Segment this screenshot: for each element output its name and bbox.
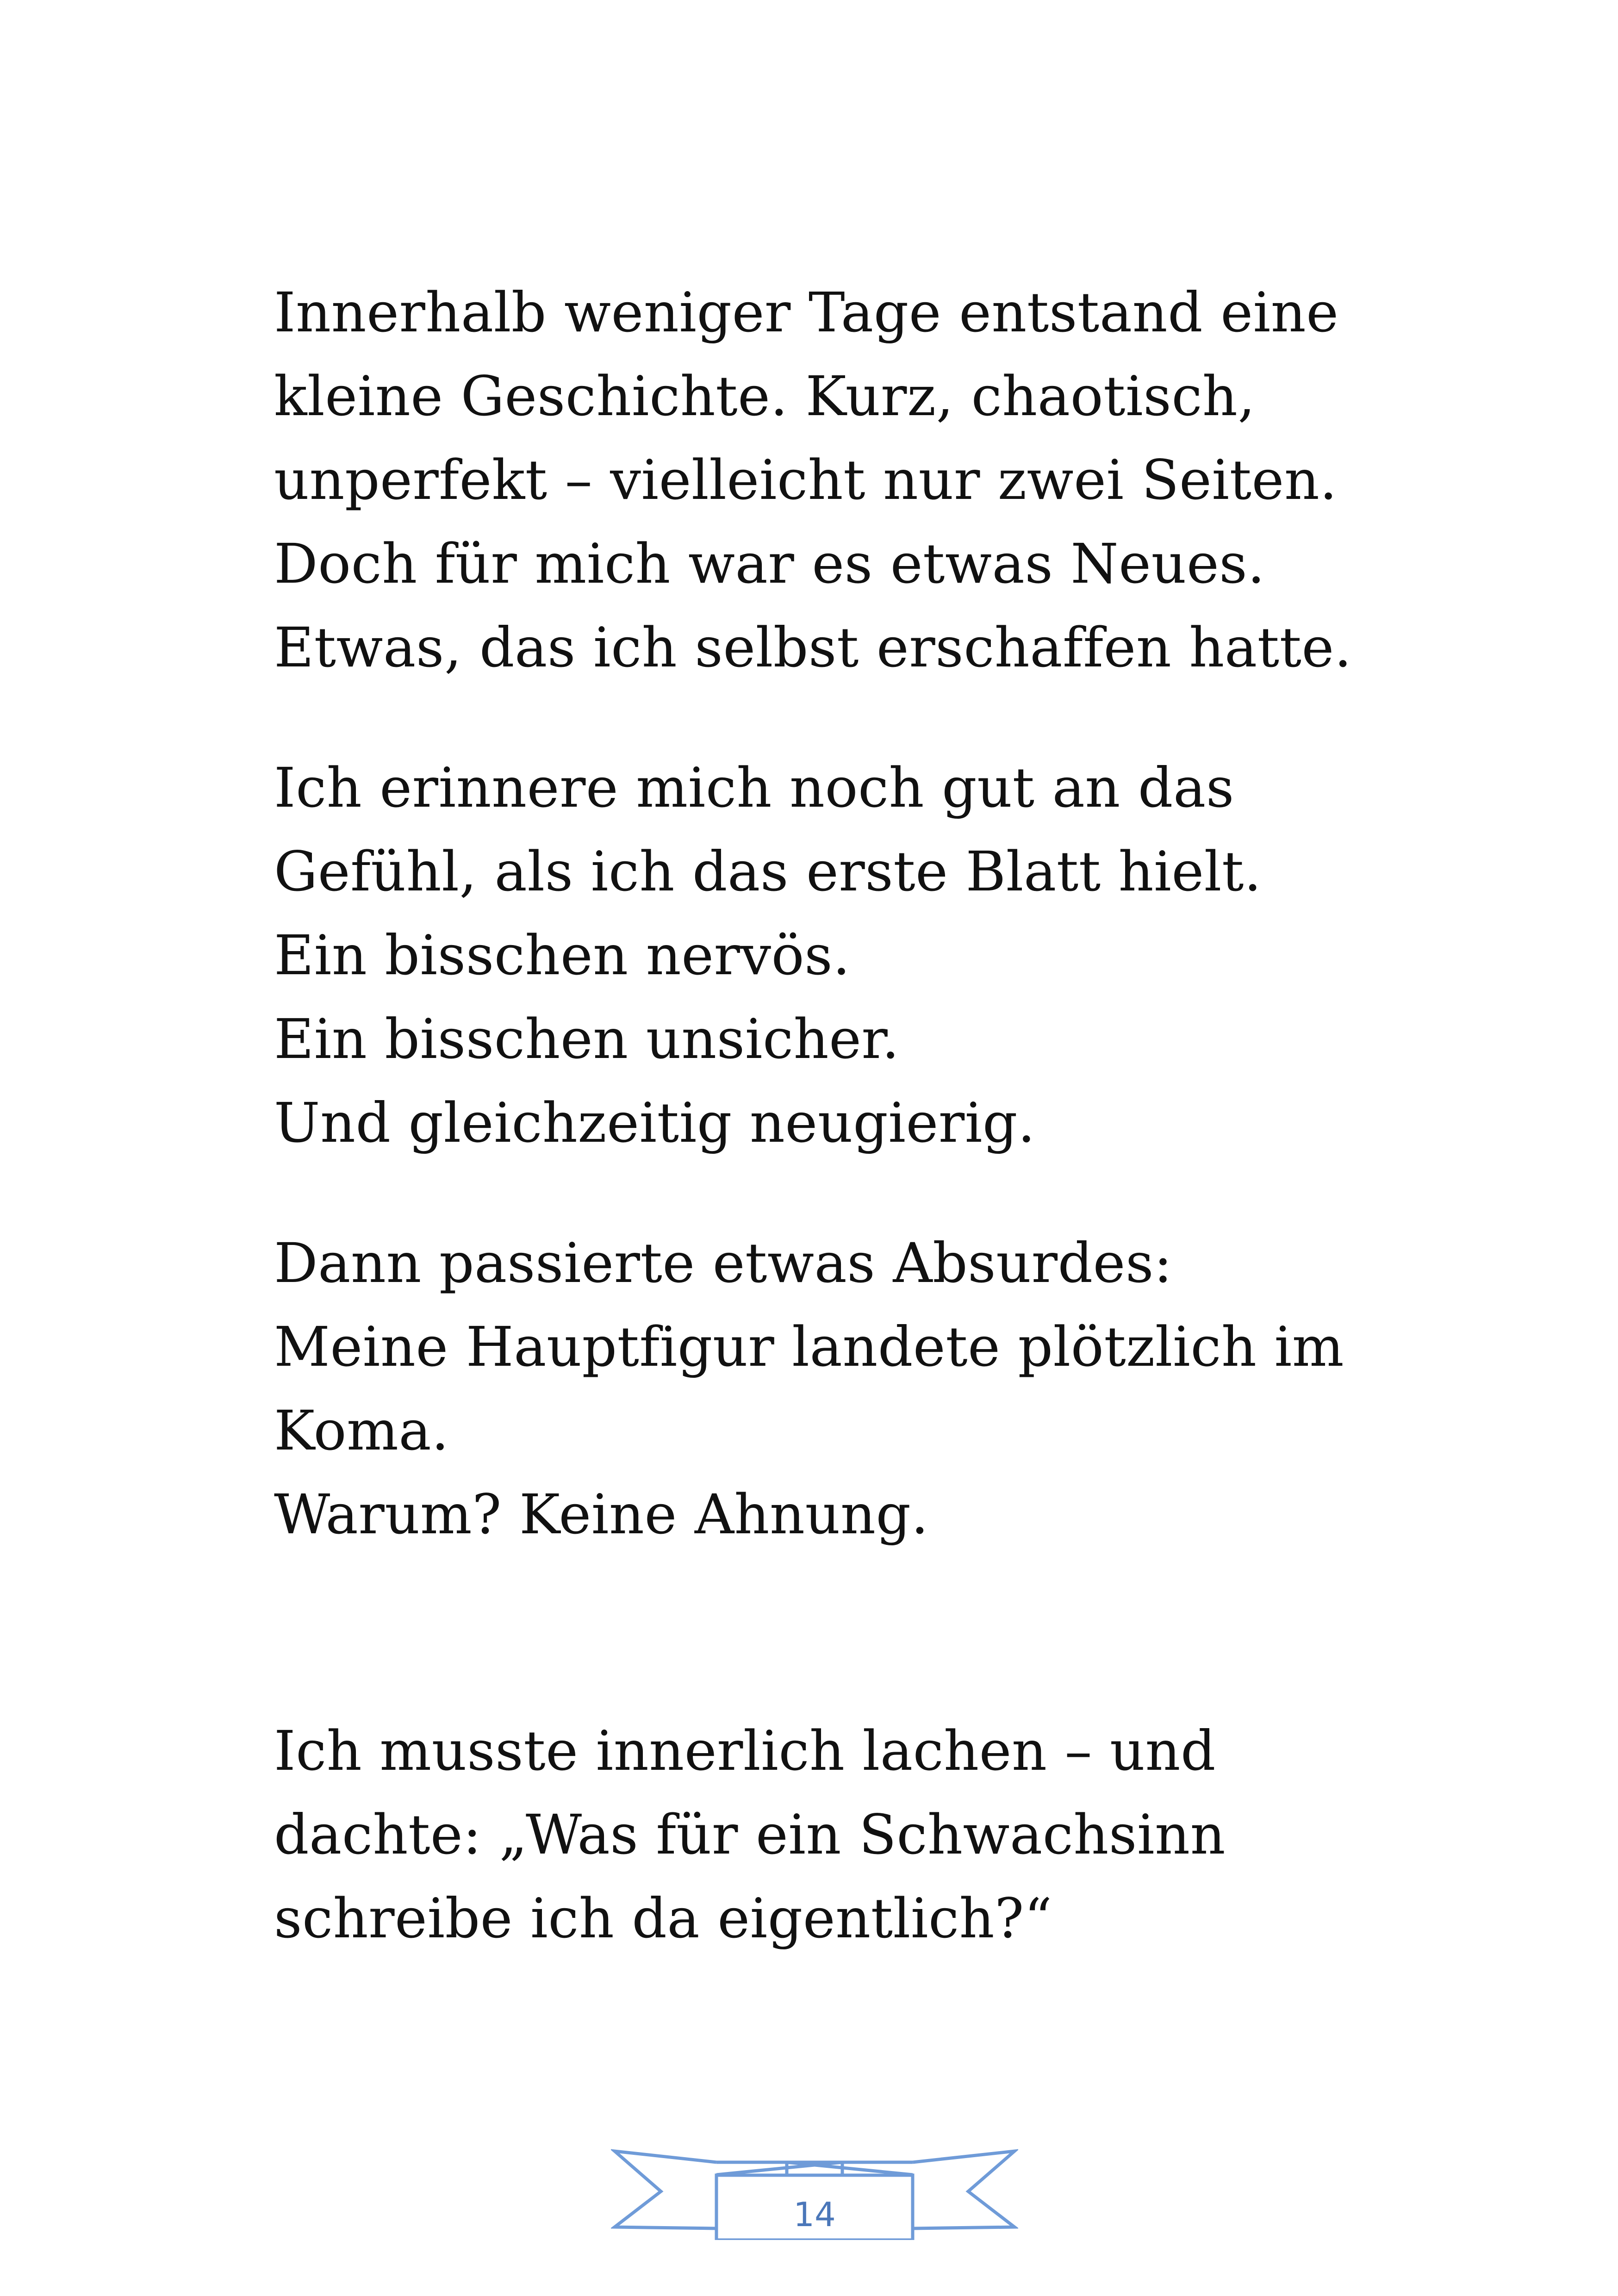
paragraph-1 (274, 271, 1385, 690)
text-line: Ein bisschen nervös. (274, 923, 851, 987)
paragraph-2 (274, 746, 1385, 1165)
paragraph-spacer (274, 1556, 1385, 1709)
page-number: 14 (793, 2195, 836, 2234)
text-line: unperfekt – vielleicht nur zwei Seiten. (274, 448, 1338, 512)
text-line: Ein bisschen unsicher. (274, 1007, 900, 1071)
paragraph-3 (274, 1221, 1385, 1556)
text-line: Ich erinnere mich noch gut an das (274, 756, 1234, 820)
text-line: Und gleichzeitig neugierig. (274, 1091, 1035, 1155)
body-text (274, 271, 1385, 1960)
text-line: Meine Hauptfigur landete plötzlich im (274, 1315, 1344, 1379)
text-line: Ich musste innerlich lachen – und (274, 1719, 1216, 1783)
text-line: Warum? Keine Ahnung. (274, 1482, 929, 1546)
text-line: Koma. (274, 1399, 449, 1462)
text-line: Gefühl, als ich das erste Blatt hielt. (274, 840, 1262, 903)
paragraph-spacer (274, 1165, 1385, 1221)
text-line: Etwas, das ich selbst erschaffen hatte. (274, 616, 1352, 679)
text-line: schreibe ich da eigentlich?“ (274, 1886, 1052, 1950)
text-line: dachte: „Was für ein Schwachsinn (274, 1803, 1226, 1867)
text-line: Doch für mich war es etwas Neues. (274, 532, 1265, 596)
text-line: Innerhalb weniger Tage entstand eine (274, 280, 1339, 344)
paragraph-spacer (274, 690, 1385, 746)
text-line: kleine Geschichte. Kurz, chaotisch, (274, 364, 1256, 428)
text-line: Dann passierte etwas Absurdes: (274, 1231, 1173, 1295)
paragraph-4 (274, 1709, 1385, 1960)
